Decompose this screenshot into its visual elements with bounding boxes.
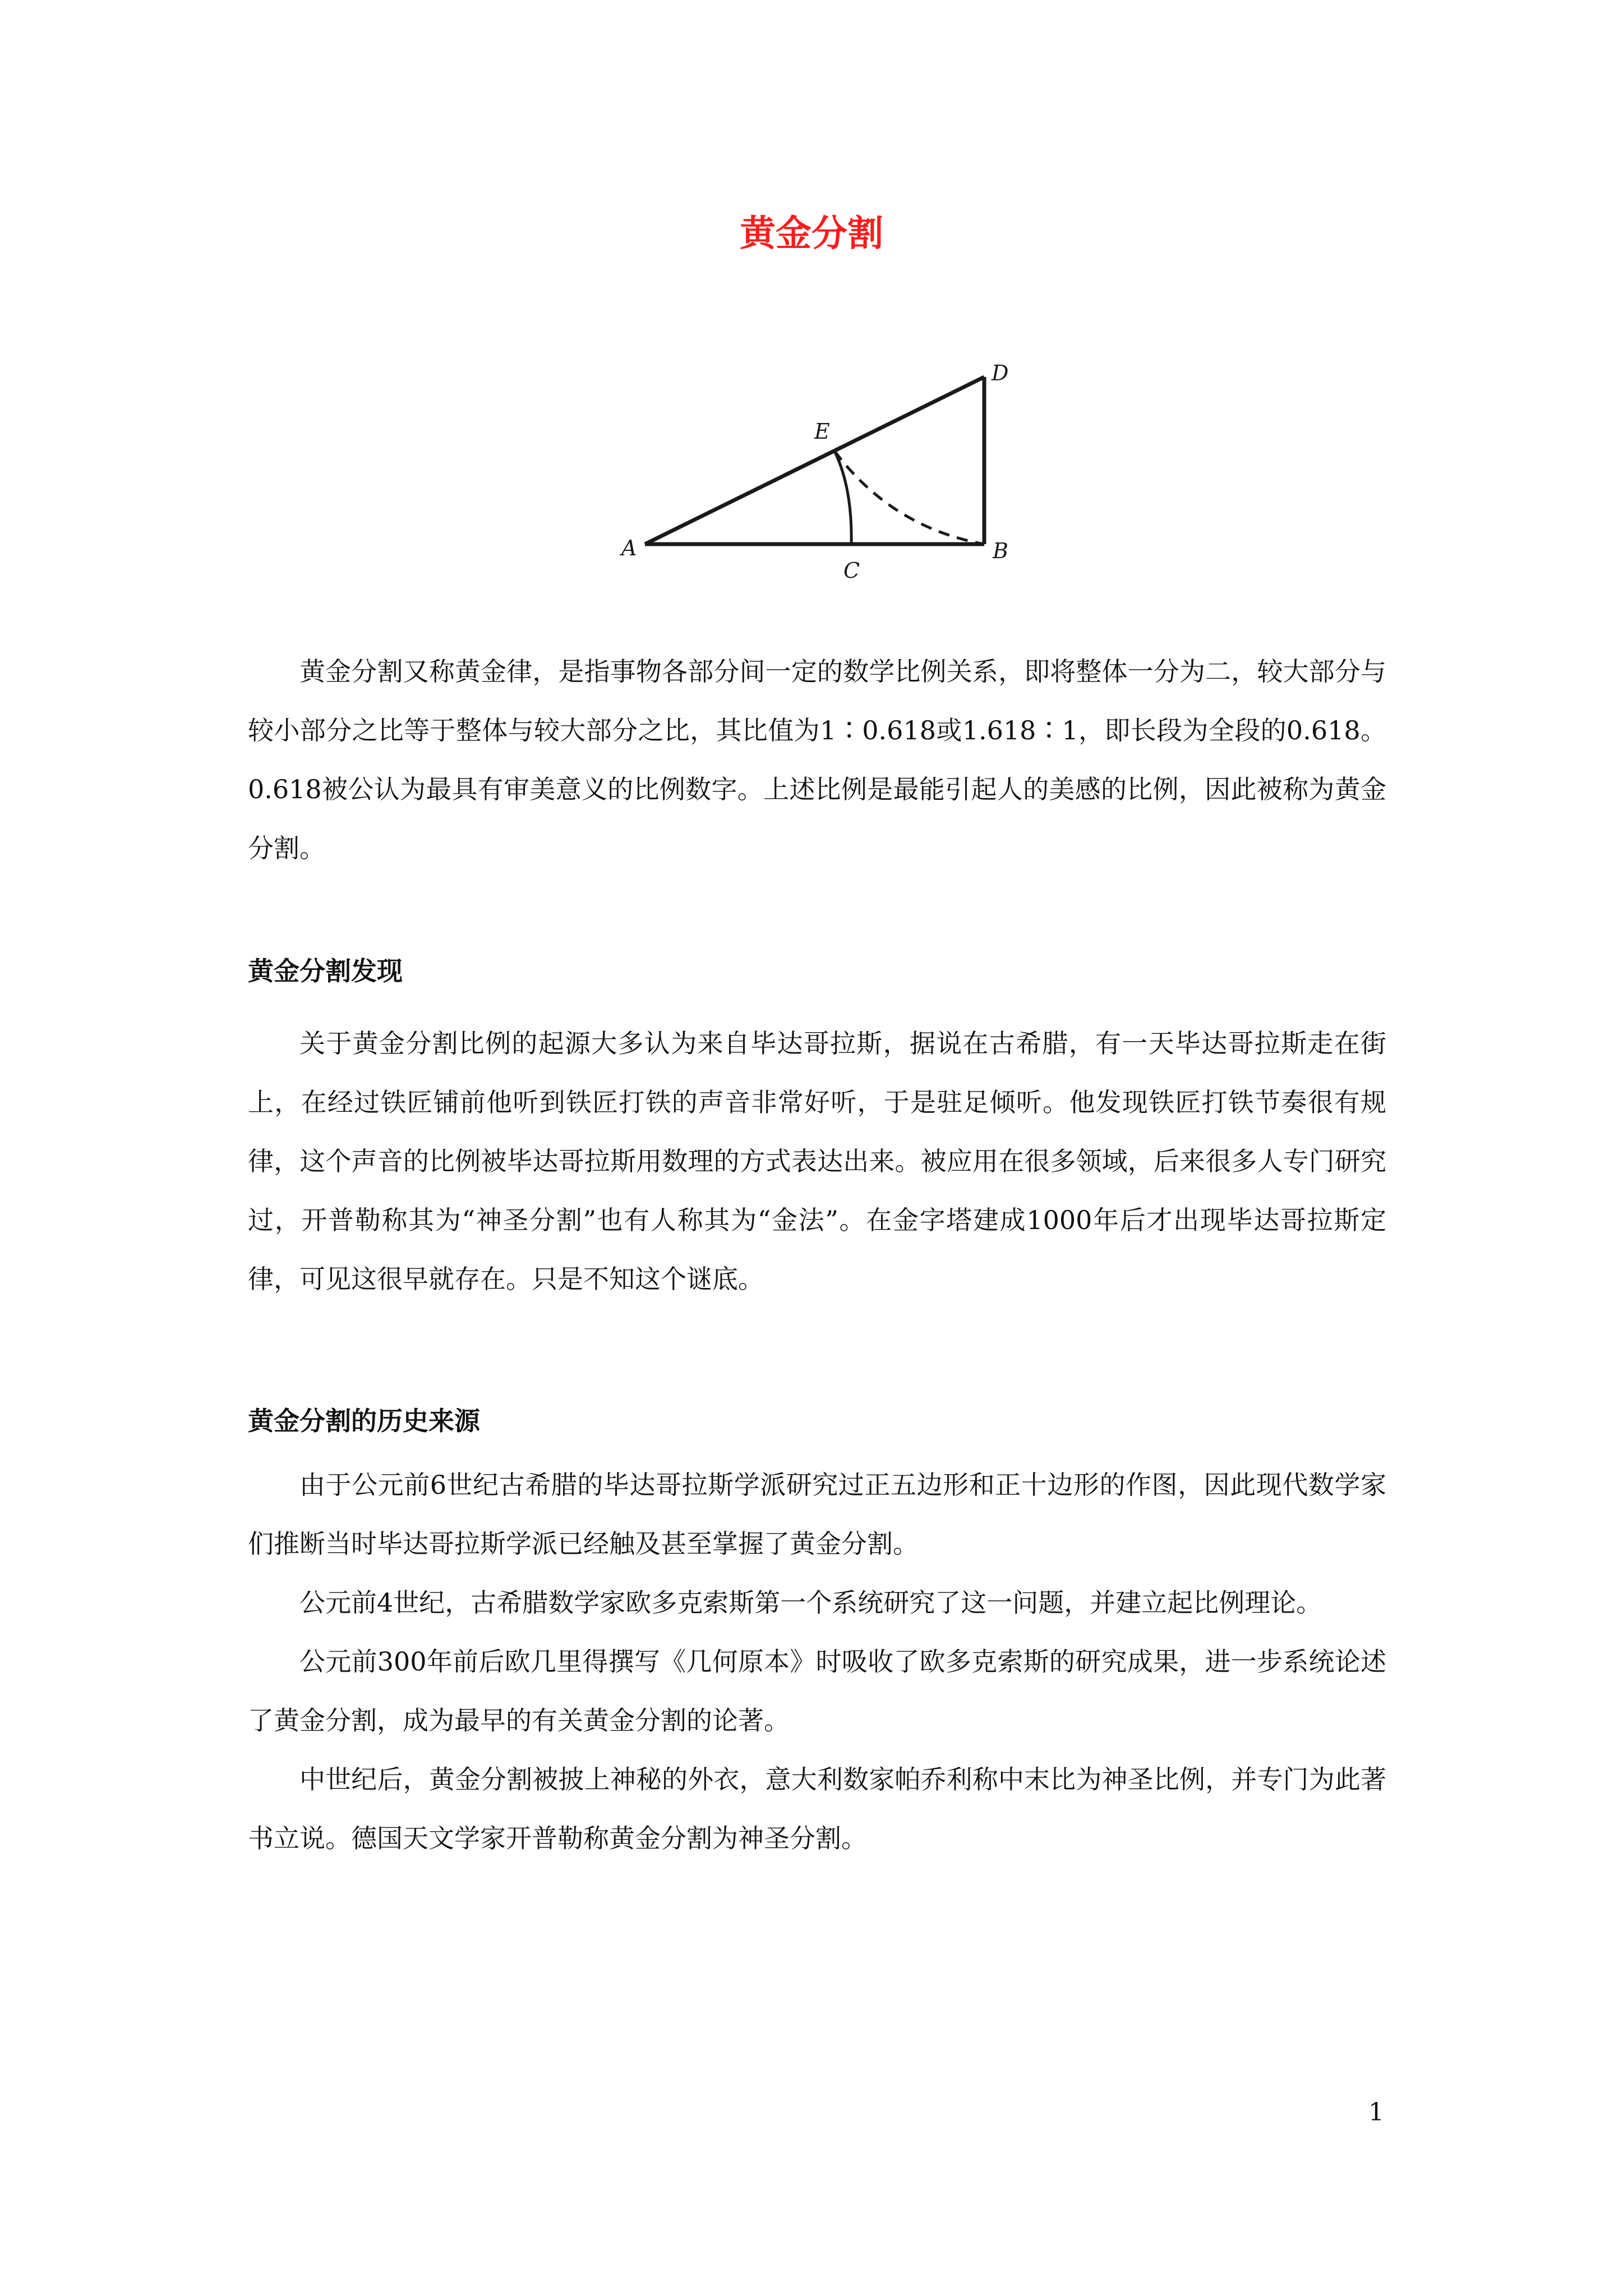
arc-eb-dashed: [834, 451, 984, 544]
intro-paragraph: 黄金分割又称黄金律，是指事物各部分间一定的数学比例关系，即将整体一分为二，较大部分与较小部分之比等于整体与较大部分之比，其比值为1∶0.618或1.618∶1，即长段为全段的0.618。0.618被公认为最具有审美意义的比例数字。上述比例是最能引起人的美感的比例，因此被称为黄金分割。: [248, 656, 1386, 863]
label-d: D: [992, 361, 1009, 385]
page-title: 黄金分割: [740, 213, 883, 255]
history-paragraph-4: 中世纪后，黄金分割被披上神秘的外衣，意大利数家帕乔利称中末比为神圣比例，并专门为此著书立说。德国天文学家开普勒称黄金分割为神圣分割。: [248, 1764, 1386, 1853]
intro-block: [248, 642, 1386, 878]
section-discovery-body: [248, 1014, 1386, 1309]
arc-ec-solid: [834, 451, 851, 544]
history-paragraph-2: 公元前4世纪，古希腊数学家欧多克索斯第一个系统研究了这一问题，并建立起比例理论。: [299, 1588, 1322, 1618]
golden-section-figure: [617, 359, 1066, 583]
label-e: E: [814, 419, 830, 444]
discovery-paragraph: 关于黄金分割比例的起源大多认为来自毕达哥拉斯，据说在古希腊，有一天毕达哥拉斯走在街上，在经过铁匠铺前他听到铁匠打铁的声音非常好听，于是驻足倾听。他发现铁匠打铁节奏很有规律，这个声音的比例被毕达哥拉斯用数理的方式表达出来。被应用在很多领域，后来很多人专门研究过，开普勒称其为“神圣分割”也有人称其为“金法”。在金字塔建成1000年后才出现毕达哥拉斯定律，可见这很早就存在。只是不知这个谜底。: [248, 1028, 1386, 1294]
page-number: 1: [1368, 2098, 1384, 2127]
section-history: [248, 1408, 1386, 1434]
label-b: B: [993, 539, 1008, 563]
section-discovery: [248, 958, 1386, 984]
section-heading-discovery: 黄金分割发现: [248, 956, 403, 986]
label-a: A: [621, 536, 637, 560]
section-heading-history: 黄金分割的历史来源: [248, 1406, 480, 1436]
history-paragraph-1: 由于公元前6世纪古希腊的毕达哥拉斯学派研究过正五边形和正十边形的作图，因此现代数学家们推断当时毕达哥拉斯学派已经触及甚至掌握了黄金分割。: [248, 1470, 1386, 1559]
label-c: C: [843, 558, 860, 583]
history-paragraph-3: 公元前300年前后欧几里得撰写《几何原本》时吸收了欧多克索斯的研究成果，进一步系统论述了黄金分割，成为最早的有关黄金分割的论著。: [248, 1646, 1386, 1736]
segment-ad: [645, 377, 984, 544]
section-history-body: [248, 1456, 1386, 1868]
